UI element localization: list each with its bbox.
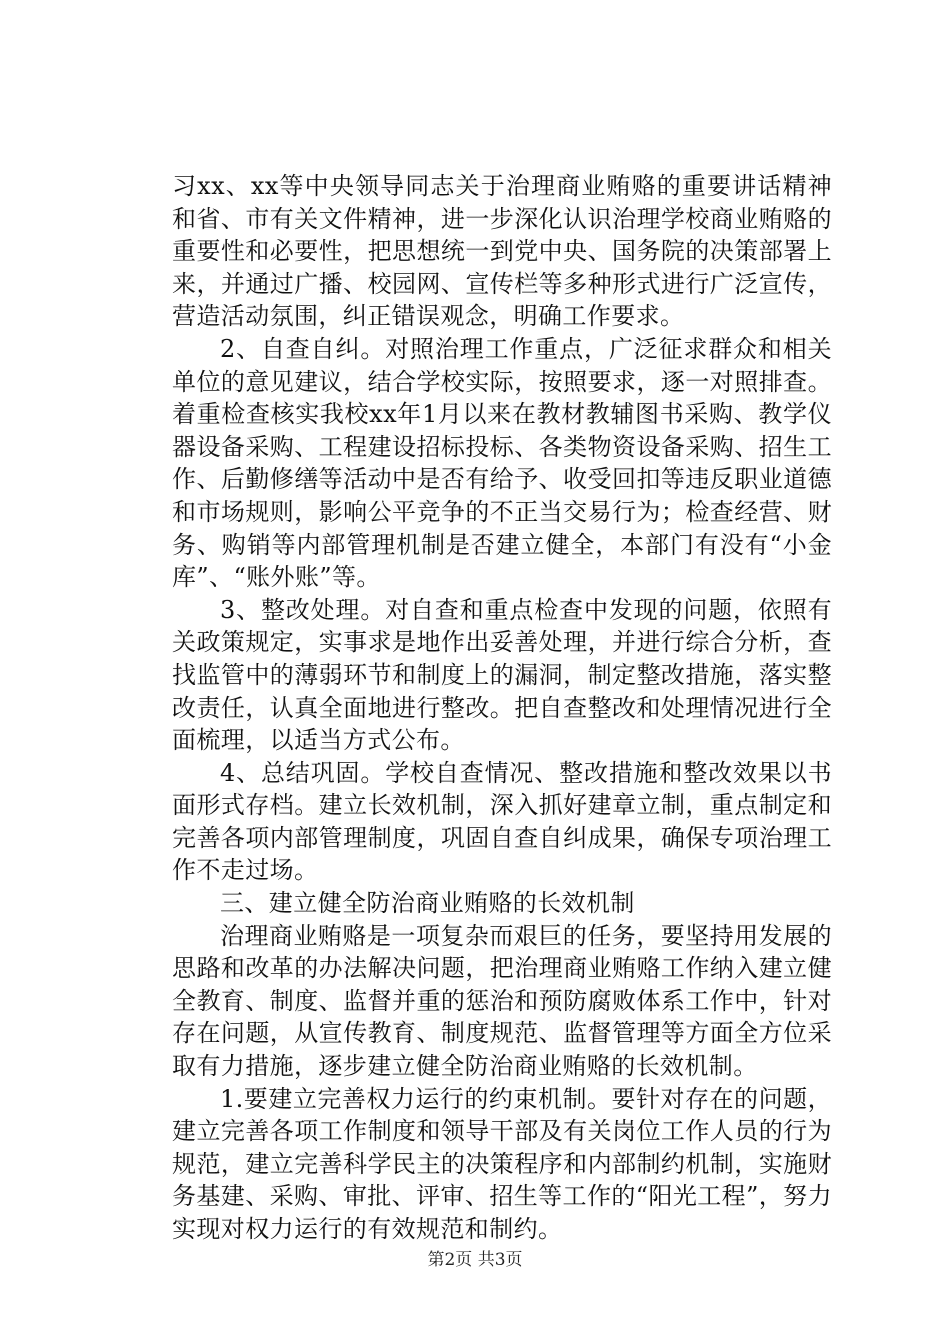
paragraph-consolidation: 4、总结巩固。学校自查情况、整改措施和整改效果以书面形式存档。建立长效机制，深入抓好建章立制，重点制定和完善各项内部管理制度，巩固自查自纠成果，确保专项治理工作不走过场。 (172, 758, 832, 885)
page-number: 第2页 共3页 (427, 1250, 523, 1270)
section-heading-three: 三、建立健全防治商业贿赂的长效机制 (220, 889, 635, 918)
paragraph-self-inspection: 2、自查自纠。对照治理工作重点，广泛征求群众和相关单位的意见建议，结合学校实际，按照要求，逐一对照排查。着重检查核实我校xx年1月以来在教材教辅图书采购、教学仪器设备采购、工程建设招标投标、各类物资设备采购、招生工作、后勤修缮等活动中是否有给予、收受回扣等违反职业道德和市场规则，影响公平竞争的不正当交易行为；检查经营、财务、购销等内部管理机制是否建立健全，本部门有没有“小金库”、“账外账”等。 (172, 334, 832, 592)
document-body (172, 170, 832, 1246)
paragraph-long-term-mechanism: 治理商业贿赂是一项复杂而艰巨的任务，要坚持用发展的思路和改革的办法解决问题，把治理商业贿赂工作纳入建立健全教育、制度、监督并重的惩治和预防腐败体系工作中，针对存在问题，从宣传教育、制度规范、监督管理等方面全方位采取有力措施，逐步建立健全防治商业贿赂的长效机制。 (172, 921, 832, 1081)
paragraph-continuation: 习xx、xx等中央领导同志关于治理商业贿赂的重要讲话精神和省、市有关文件精神，进一步深化认识治理学校商业贿赂的重要性和必要性，把思想统一到党中央、国务院的决策部署上来，并通过广播、校园网、宣传栏等多种形式进行广泛宣传，营造活动氛围，纠正错误观念，明确工作要求。 (172, 172, 832, 331)
page-footer (0, 1249, 950, 1271)
paragraph-power-constraint: 1.要建立完善权力运行的约束机制。要针对存在的问题，建立完善各项工作制度和领导干部及有关岗位工作人员的行为规范，建立完善科学民主的决策程序和内部制约机制，实施财务基建、采购、审批、评审、招生等工作的“阳光工程”，努力实现对权力运行的有效规范和制约。 (172, 1084, 832, 1243)
paragraph-rectification: 3、整改处理。对自查和重点检查中发现的问题，依照有关政策规定，实事求是地作出妥善处理，并进行综合分析，查找监管中的薄弱环节和制度上的漏洞，制定整改措施，落实整改责任，认真全面地进行整改。把自查整改和处理情况进行全面梳理，以适当方式公布。 (172, 595, 832, 755)
